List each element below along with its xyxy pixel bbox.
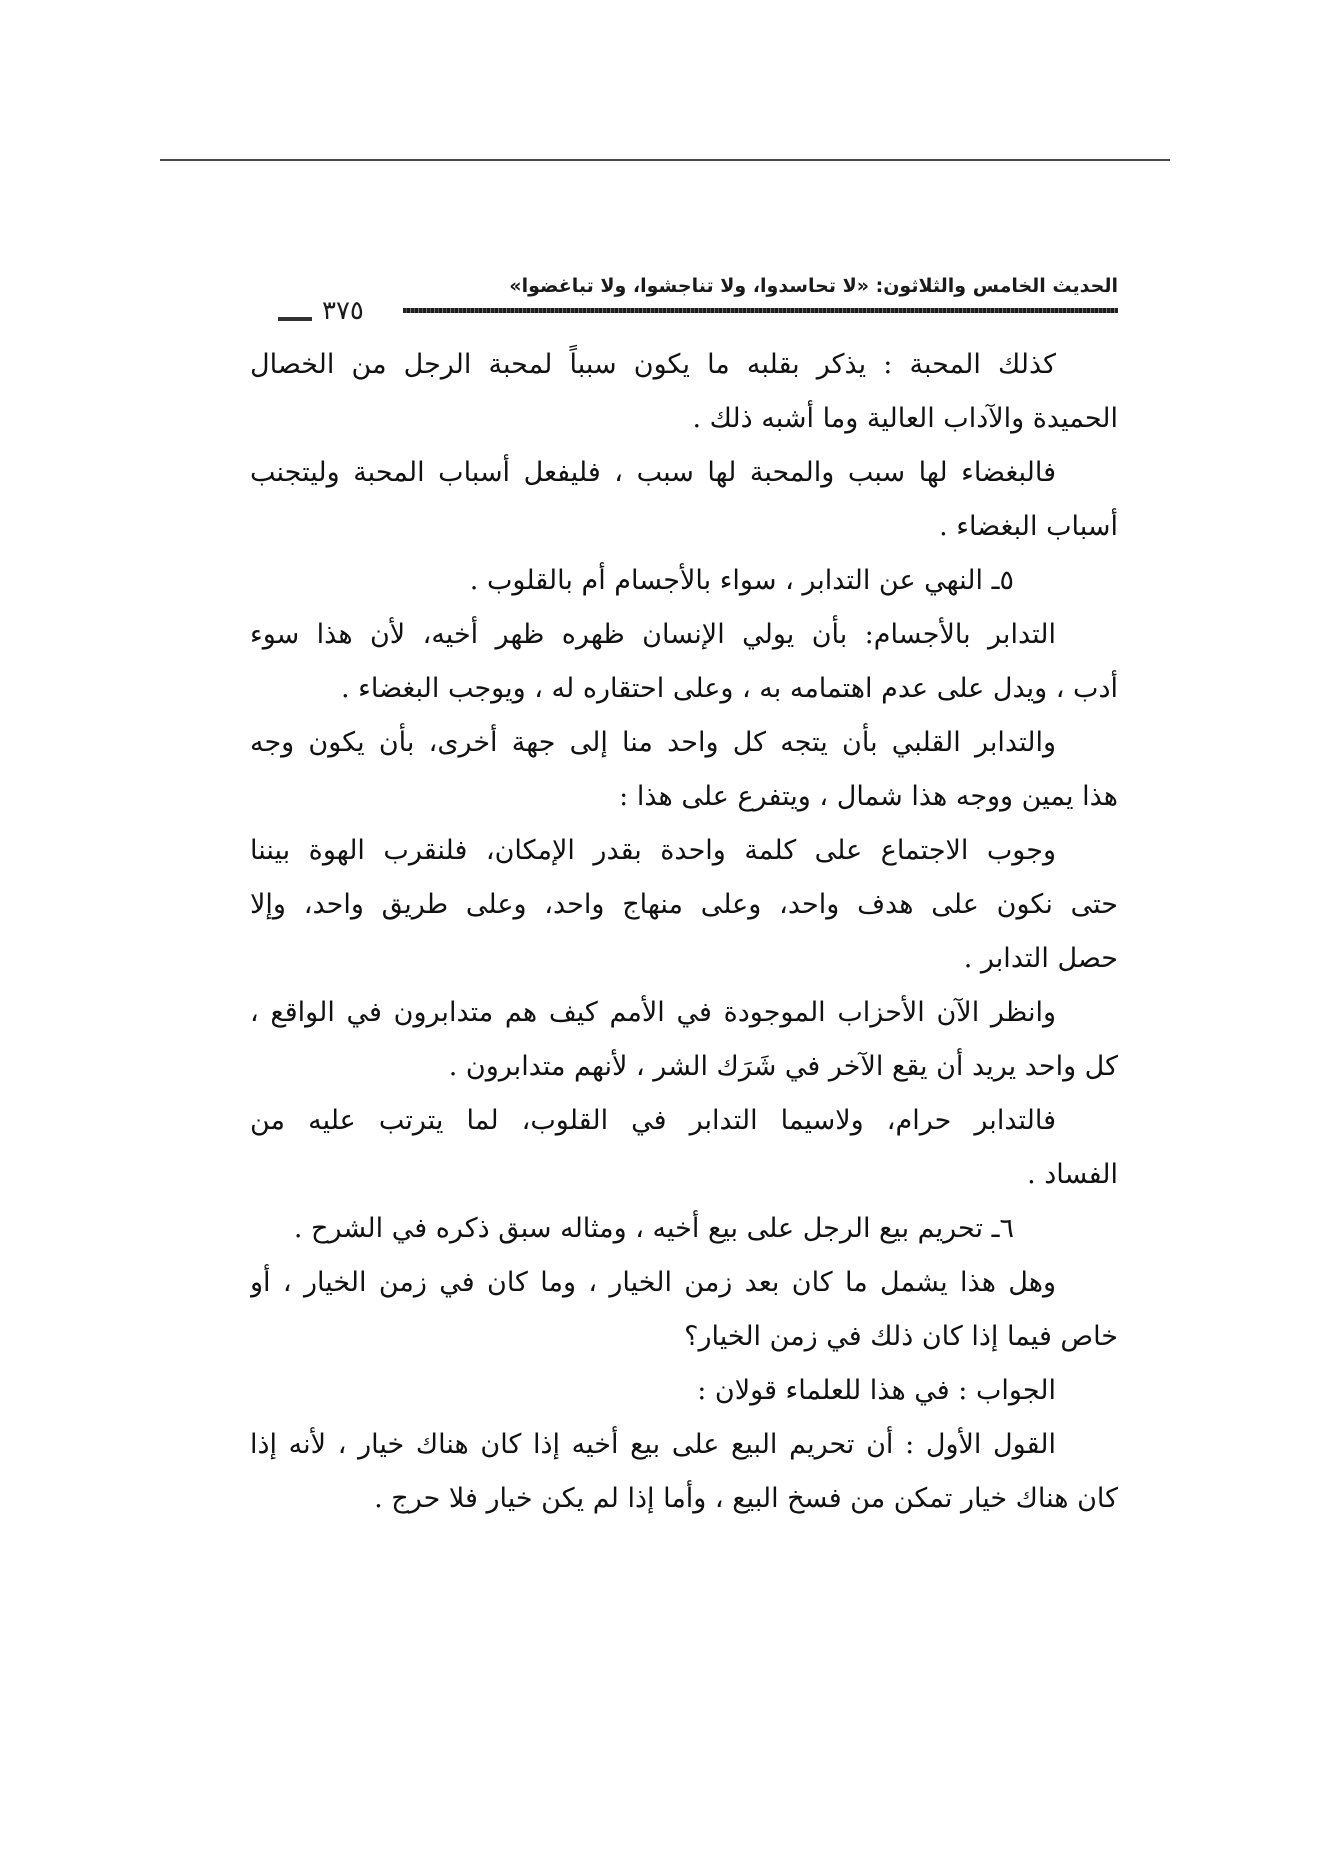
text-line: حتى نكون على هدف واحد، وعلى منهاج واحد، وعلى طريق واحد، وإلا (250, 889, 1118, 920)
running-header (278, 272, 1118, 332)
text-line: القول الأول : أن تحريم البيع على بيع أخيه إذا كان هناك خيار ، لأنه إذا (250, 1429, 1056, 1460)
text-line: وانظر الآن الأحزاب الموجودة في الأمم كيف هم متدابرون في الواقع ، (250, 997, 1056, 1028)
text-line: حصل التدابر . (963, 943, 1118, 974)
text-line: كل واحد يريد أن يقع الآخر في شَرَك الشر ، لأنهم متدابرون . (448, 1051, 1118, 1082)
page-body (250, 338, 1118, 1526)
header-rule-end (278, 317, 312, 321)
text-line: أسباب البغضاء . (939, 511, 1118, 542)
text-line: الفساد . (1027, 1159, 1118, 1190)
text-line: أدب ، ويدل على عدم اهتمامه به ، وعلى احتقاره له ، ويوجب البغضاء . (340, 673, 1118, 704)
text-line: والتدابر القلبي بأن يتجه كل واحد منا إلى جهة أخرى، بأن يكون وجه (250, 727, 1056, 758)
text-line: خاص فيما إذا كان ذلك في زمن الخيار؟ (684, 1321, 1118, 1352)
text-line: كان هناك خيار تمكن من فسخ البيع ، وأما إذا لم يكن خيار فلا حرج . (374, 1483, 1118, 1514)
text-line: وهل هذا يشمل ما كان بعد زمن الخيار ، وما كان في زمن الخيار ، أو (250, 1267, 1056, 1298)
text-line: ٥ـ النهي عن التدابر ، سواء بالأجسام أم بالقلوب . (469, 565, 1014, 596)
top-rule (160, 159, 1170, 161)
text-line: ٦ـ تحريم بيع الرجل على بيع أخيه ، ومثاله سبق ذكره في الشرح . (293, 1213, 1014, 1244)
text-line: كذلك المحبة : يذكر بقلبه ما يكون سبباً لمحبة الرجل من الخصال (250, 349, 1056, 380)
text-line: الحميدة والآداب العالية وما أشبه ذلك . (692, 403, 1118, 434)
text-line: فالتدابر حرام، ولاسيما التدابر في القلوب، لما يترتب عليه من (250, 1105, 1056, 1136)
text-line: التدابر بالأجسام: بأن يولي الإنسان ظهره ظهر أخيه، لأن هذا سوء (250, 619, 1056, 650)
text-line: وجوب الاجتماع على كلمة واحدة بقدر الإمكان، فلنقرب الهوة بيننا (250, 835, 1056, 866)
text-line: هذا يمين ووجه هذا شمال ، ويتفرع على هذا : (619, 781, 1118, 812)
page-number: ٣٧٥ (322, 296, 364, 326)
header-rule (403, 308, 1118, 313)
text-line: الجواب : في هذا للعلماء قولان : (697, 1375, 1056, 1406)
running-title: الحديث الخامس والثلاثون: «لا تحاسدوا، ولا تناجشوا، ولا تباغضوا» (509, 275, 1118, 297)
text-line: فالبغضاء لها سبب والمحبة لها سبب ، فليفعل أسباب المحبة وليتجنب (250, 457, 1056, 488)
